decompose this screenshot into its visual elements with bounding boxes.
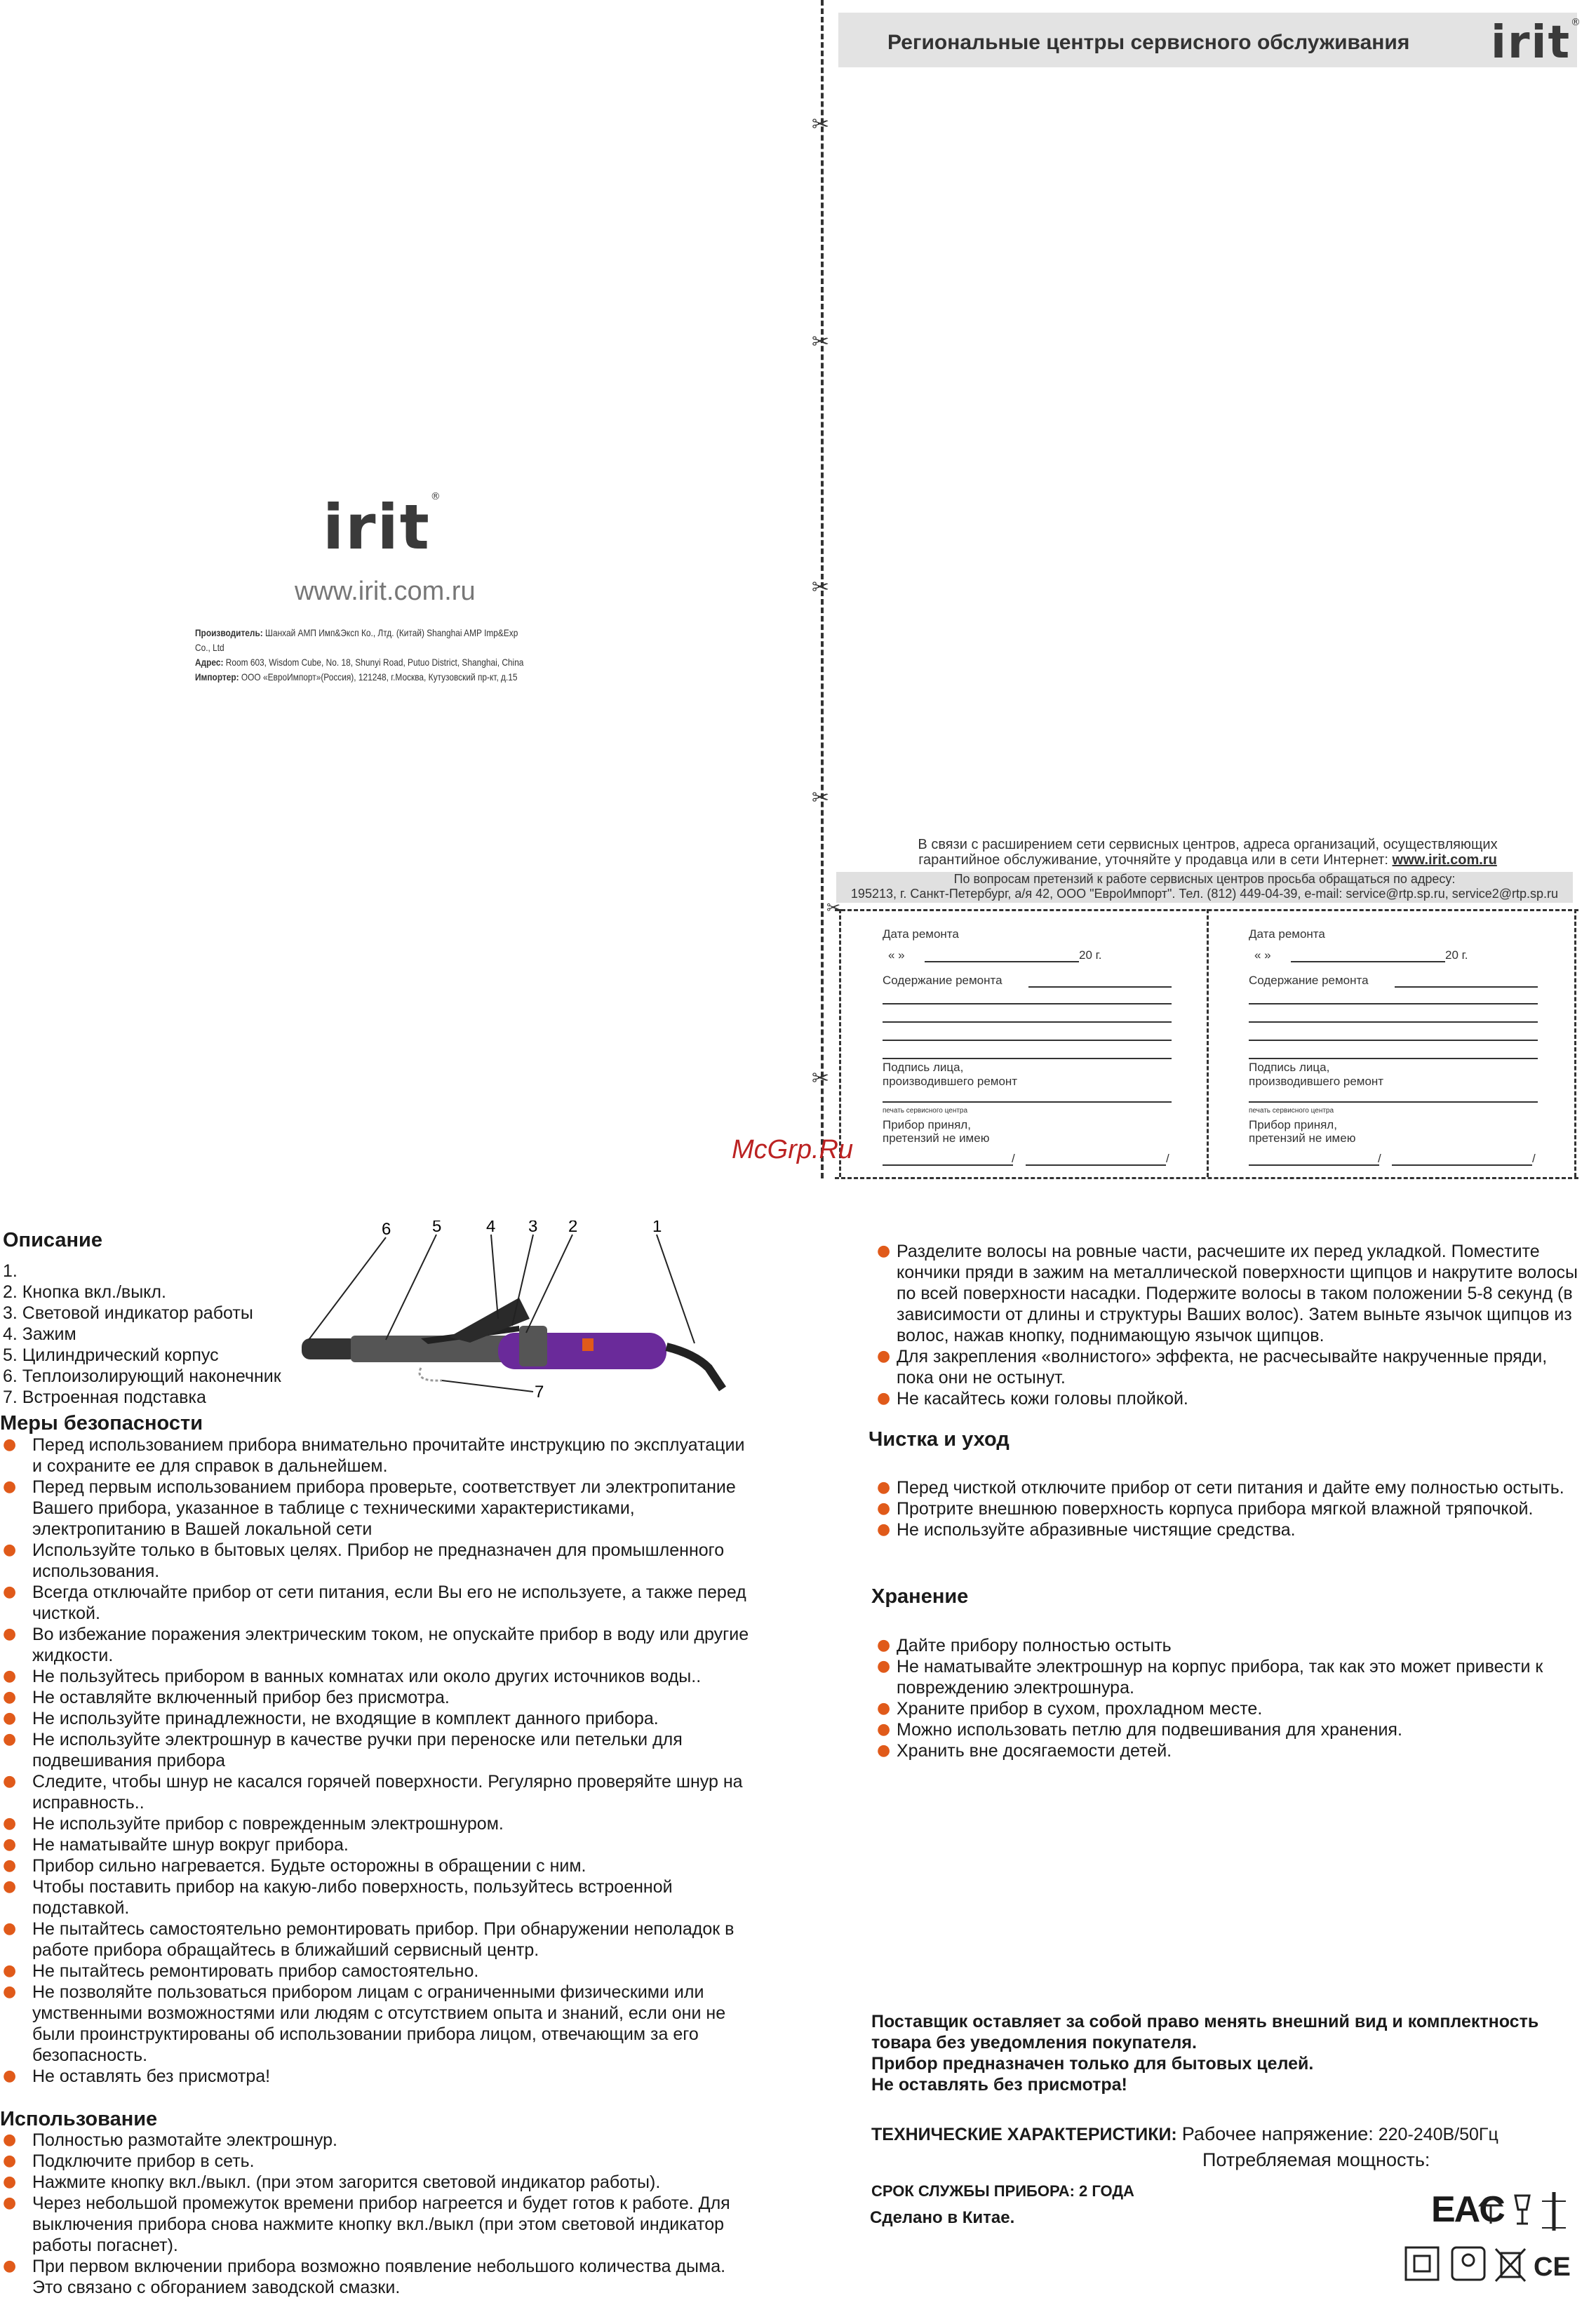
coupon-date-quotes: « » — [888, 948, 905, 962]
bullet-icon: ● — [3, 2257, 17, 2275]
safety-item-text: Не используйте прибор с поврежденным электрошнуром. — [32, 1814, 504, 1834]
bullet-icon: ● — [877, 1637, 891, 1654]
coupon-signature-label: Подпись лица, производившего ремонт — [883, 1061, 1018, 1088]
safety-item — [0, 2066, 758, 2087]
safety-item — [0, 1687, 758, 1708]
bullet-icon: ● — [877, 1390, 891, 1407]
safety-item-text: Не пользуйтесь прибором в ванных комнатах или около других источников воды.. — [32, 1667, 702, 1686]
safety-item-text: Не используйте электрошнур в качестве ручки при переноске или петельки для подвешивания прибора — [32, 1730, 683, 1770]
scissors-icon: ✂ — [812, 330, 830, 354]
coupon-accepted-label: Прибор принял, претензий не имею — [883, 1118, 990, 1145]
coupon-cut-right — [1574, 909, 1576, 1177]
bullet-icon: ● — [3, 1436, 17, 1453]
description-item: 6. Теплоизолирующий наконечник — [3, 1366, 281, 1386]
specs-power: Потребляемая мощность: — [1202, 2149, 1430, 2170]
coupon-slash: / — [1532, 1152, 1536, 1165]
coupon-slash: / — [1166, 1152, 1169, 1165]
service-centers-header — [838, 13, 1583, 69]
safety-item-text: Не позволяйте пользоваться прибором лицам с ограниченными физическими или умственными возможностями или людям с отсутствием опыта и знаний, если они не были проинструктированы об использовании прибора лицом, отвечающим за его безопасность. — [32, 1982, 726, 2065]
cleaning-item-text: Перед чисткой отключите прибор от сети питания и дайте ему полностью остыть. — [897, 1478, 1564, 1498]
coupon-signature-line[interactable] — [883, 1101, 1172, 1103]
repair-coupon-2 — [1249, 925, 1543, 1170]
usage-item-text: Подключите прибор в сеть. — [32, 2151, 255, 2171]
svg-text:CE: CE — [1534, 2252, 1571, 2282]
safety-item — [0, 1582, 758, 1624]
bullet-icon: ● — [3, 1962, 17, 1980]
umbrella-icon — [1480, 2198, 1501, 2224]
safety-item-text: Перед первым использованием прибора проверьте, соответствует ли электропитание Вашего прибора, указанное в таблице с техническими характеристиками, электропитанию в Вашей локальной сети — [32, 1477, 736, 1539]
cleaning-list — [867, 1477, 1583, 1540]
usage-item — [0, 2151, 758, 2172]
usage-item — [0, 2256, 758, 2298]
coupon-date-label: Дата ремонта — [1249, 927, 1325, 941]
bullet-icon: ● — [3, 1815, 17, 1832]
safety-item-text: Не используйте принадлежности, не входящие в комплект данного прибора. — [32, 1709, 659, 1728]
description-list — [3, 1261, 281, 1408]
cleaning-item-text: Протрите внешнюю поверхность корпуса прибора мягкой влажной тряпочкой. — [897, 1499, 1534, 1519]
safety-item — [0, 1982, 758, 2066]
coupon-content-line[interactable] — [883, 1058, 1172, 1059]
storage-item — [867, 1635, 1583, 1656]
coupon-date-quotes: « » — [1254, 948, 1271, 962]
bullet-icon: ● — [3, 1478, 17, 1496]
usage-list — [0, 2130, 758, 2298]
bullet-icon: ● — [3, 1920, 17, 1937]
safety-item — [0, 1624, 758, 1666]
usage-item — [867, 1241, 1583, 1346]
safety-item — [0, 1434, 758, 1477]
bullet-icon: ● — [3, 1667, 17, 1685]
usage-title: Использование — [0, 2108, 158, 2130]
storage-title: Хранение — [871, 1585, 969, 1608]
coupon-stamp-label: печать сервисного центра — [1249, 1107, 1334, 1115]
coupon-signature-line[interactable] — [1249, 1101, 1538, 1103]
usage-item — [0, 2172, 758, 2193]
safety-item — [0, 1876, 758, 1918]
coupon-cut-middle — [1207, 909, 1209, 1177]
safety-item-text: Не наматывайте шнур вокруг прибора. — [32, 1835, 349, 1855]
usage-item-text: При первом включении прибора возможно появление небольшого количества дыма. Это связано с обгоранием заводской смазки. — [32, 2257, 726, 2297]
coupon-content-line[interactable] — [1395, 986, 1538, 988]
service-centers-title: Региональные центры сервисного обслуживания — [887, 31, 1410, 54]
safety-item — [0, 1540, 758, 1582]
coupon-content-label: Содержание ремонта — [883, 974, 1002, 987]
coupon-signature-label: Подпись лица, производившего ремонт — [1249, 1061, 1384, 1088]
storage-item — [867, 1698, 1583, 1719]
storage-item-text: Можно использовать петлю для подвешивания для хранения. — [897, 1720, 1402, 1740]
repair-coupon-1 — [883, 925, 1177, 1170]
safety-item-text: Перед использованием прибора внимательно прочитайте инструкцию по эксплуатации и сохраните ее для справок в дальнейшем. — [32, 1435, 745, 1476]
service-link[interactable]: www.irit.com.ru — [1392, 852, 1497, 868]
usage-item — [867, 1388, 1583, 1409]
ce-mark-icon — [1534, 2252, 1571, 2282]
coupon-year: 20 г. — [1079, 948, 1102, 962]
bullet-icon: ● — [877, 1742, 891, 1759]
usage-continued-list — [867, 1241, 1583, 1409]
safety-item-text: Прибор сильно нагревается. Будьте осторожны в обращении с ним. — [32, 1856, 586, 1876]
storage-list — [867, 1635, 1583, 1761]
storage-item-text: Дайте прибору полностью остыть — [897, 1636, 1172, 1655]
bullet-icon: ● — [877, 1721, 891, 1738]
stand — [420, 1368, 442, 1380]
coupon-slash: / — [1378, 1152, 1381, 1165]
storage-item-text: Хранить вне досягаемости детей. — [897, 1741, 1172, 1761]
callout-7: 7 — [535, 1383, 544, 1402]
packaging-icon — [1452, 2247, 1484, 2280]
power-cord — [666, 1347, 723, 1389]
double-insulation-icon — [1406, 2247, 1438, 2280]
handling-icons — [1473, 2189, 1578, 2238]
coupon-accepted-line[interactable] — [1392, 1164, 1532, 1166]
safety-item — [0, 1477, 758, 1540]
safety-item-text: Не оставляйте включенный прибор без присмотра. — [32, 1688, 450, 1707]
bullet-icon: ● — [3, 1878, 17, 1895]
power-indicator — [582, 1338, 594, 1351]
coupon-content-line[interactable] — [1249, 1058, 1538, 1059]
bullet-icon: ● — [877, 1500, 891, 1517]
safety-item-text: Не пытайтесь самостоятельно ремонтировать прибор. При обнаружении неполадок в работе прибора обращайтесь в ближайший сервисный центр. — [32, 1919, 735, 1960]
callout-6: 6 — [382, 1221, 391, 1239]
coupon-accepted-line[interactable] — [883, 1164, 1013, 1166]
eac-mark: EAC — [1431, 2189, 1504, 2230]
coupon-date-label: Дата ремонта — [883, 927, 959, 941]
scissors-icon: ✂ — [812, 575, 830, 600]
safety-item-text: Чтобы поставить прибор на какую-либо поверхность, пользуйтесь встроенной подставкой. — [32, 1877, 673, 1918]
bullet-icon: ● — [3, 1857, 17, 1874]
service-notice: В связи с расширением сети сервисных центров, адреса организаций, осуществляющих гарантийное обслуживание, уточняйте у продавца или в сети Интернет: www.irit.com.ru — [918, 837, 1498, 868]
bullet-icon: ● — [877, 1700, 891, 1717]
coupon-cut-bottom — [835, 1177, 1578, 1179]
power-button — [519, 1326, 547, 1366]
safety-item — [0, 1961, 758, 1982]
safety-item-text: Не оставлять без присмотра! — [32, 2067, 271, 2086]
coupon-slash: / — [1012, 1152, 1015, 1165]
safety-item-text: Используйте только в бытовых целях. Прибор не предназначен для промышленного использования. — [32, 1540, 725, 1581]
callout-3: 3 — [528, 1221, 538, 1236]
usage-item — [867, 1346, 1583, 1388]
coupon-date-line[interactable] — [925, 961, 1079, 962]
callout-5: 5 — [432, 1221, 442, 1236]
storage-item — [867, 1656, 1583, 1698]
description-title: Описание — [3, 1229, 102, 1251]
bullet-icon: ● — [3, 1541, 17, 1559]
safety-item — [0, 1813, 758, 1834]
bullet-icon: ● — [3, 1773, 17, 1790]
brand-website[interactable]: www.irit.com.ru — [295, 577, 476, 606]
bullet-icon: ● — [3, 1983, 17, 2001]
bullet-icon: ● — [3, 1625, 17, 1643]
fragile-icon — [1515, 2196, 1529, 2224]
usage-item — [0, 2193, 758, 2256]
bullet-icon: ● — [3, 1731, 17, 1748]
watermark: McGrp.Ru — [732, 1135, 854, 1164]
storage-item-text: Храните прибор в сухом, прохладном месте. — [897, 1699, 1263, 1719]
bullet-icon: ● — [3, 2131, 17, 2149]
usage-item-text: Полностью размотайте электрошнур. — [32, 2130, 337, 2150]
manufacturer-info: Производитель: Шанхай АМП Имп&Эксп Ко., Лтд. (Китай) Shanghai AMP Imp&Exp Co., Ltd Адрес: Room 603, Wisdom Cube, No. 18, Shunyi Road, Putuo District, Shanghai, China Импортер: ООО «ЕвроИмпорт»(Россия), 121248, г.Москва, Кутузовский пр-кт, д.15 — [195, 627, 524, 683]
scissors-icon: ✂ — [826, 898, 841, 918]
coupon-content-line[interactable] — [1028, 986, 1172, 988]
usage-item-text: Через небольшой промежуток времени прибор нагреется и будет готов к работе. Для выключения прибора снова нажмите кнопку вкл./выкл (при этом световой индикатор работы погаснет). — [32, 2193, 730, 2255]
safety-item — [0, 1666, 758, 1687]
claims-box: По вопросам претензий к работе сервисных центров просьба обращаться по адресу: 195213, г. Санкт-Петербург, а/я 42, ООО "ЕвроИмпорт". Тел. (812) 449-04-39, e-mail: service@rtp.sp.ru, service2@rtp.sp.ru — [836, 872, 1573, 903]
cleaning-item — [867, 1498, 1583, 1519]
bullet-icon: ● — [877, 1242, 891, 1260]
header-logo: irit® — [1491, 17, 1583, 69]
coupon-content-line[interactable] — [1249, 1003, 1538, 1004]
storage-item — [867, 1719, 1583, 1740]
coupon-stamp-label: печать сервисного центра — [883, 1107, 968, 1115]
callout-2: 2 — [568, 1221, 578, 1236]
scissors-icon: ✂ — [812, 1066, 830, 1091]
usage-item-text: Для закрепления «волнистого» эффекта, не расчесывайте накрученные пряди, пока они не остынут. — [897, 1347, 1548, 1387]
description-item: 7. Встроенная подставка — [3, 1387, 206, 1407]
bullet-icon: ● — [3, 1709, 17, 1727]
symbol-icons — [1403, 2245, 1582, 2287]
description-item: 3. Световой индикатор работы — [3, 1303, 253, 1323]
safety-item-text: Во избежание поражения электрическим током, не опускайте прибор в воду или другие жидкости. — [32, 1625, 749, 1665]
bullet-icon: ● — [3, 2067, 17, 2085]
scissors-icon: ✂ — [812, 786, 830, 810]
description-item: 1. — [3, 1261, 18, 1281]
coupon-date-line[interactable] — [1291, 961, 1445, 962]
usage-item-text: Не касайтесь кожи головы плойкой. — [897, 1389, 1188, 1409]
coupon-accepted-line[interactable] — [1026, 1164, 1166, 1166]
cleaning-item-text: Не используйте абразивные чистящие средства. — [897, 1520, 1296, 1540]
scissors-icon: ✂ — [812, 112, 830, 137]
bullet-icon: ● — [3, 2173, 17, 2191]
cleaning-item — [867, 1519, 1583, 1540]
bullet-icon: ● — [3, 2194, 17, 2212]
safety-title: Меры безопасности — [0, 1412, 203, 1434]
bullet-icon: ● — [877, 1658, 891, 1675]
curling-iron-illustration — [288, 1221, 744, 1410]
description-item: 4. Зажим — [3, 1324, 76, 1344]
safety-list — [0, 1434, 758, 2087]
callout-1: 1 — [652, 1221, 662, 1236]
safety-item — [0, 1729, 758, 1771]
safety-item-text: Не пытайтесь ремонтировать прибор самостоятельно. — [32, 1961, 479, 1981]
bullet-icon: ● — [3, 1583, 17, 1601]
coupon-year: 20 г. — [1445, 948, 1468, 962]
bullet-icon: ● — [877, 1348, 891, 1365]
storage-item-text: Не наматывайте электрошнур на корпус прибора, так как это может привести к повреждению электрошнура. — [897, 1657, 1543, 1698]
recycle-bin-icon — [1496, 2249, 1525, 2281]
safety-item — [0, 1834, 758, 1855]
coupon-accepted-line[interactable] — [1249, 1164, 1379, 1166]
safety-item — [0, 1708, 758, 1729]
coupon-content-line[interactable] — [1249, 1040, 1538, 1041]
usage-item-text: Разделите волосы на ровные части, расчешите их перед укладкой. Поместите кончики пряди в зажим на металлической поверхности щипцов и накрутите волосы по всей поверхности насадки. Подержите волосы в таком положении 5-8 секунд (в зависимости от длины и структуры Ваших волос). Затем выньте язычок щипцов из волос, нажав кнопку, поднимающую язычок щипцов. — [897, 1242, 1578, 1345]
bullet-icon: ● — [3, 2152, 17, 2170]
coupon-content-line[interactable] — [883, 1040, 1172, 1041]
safety-item-text: Следите, чтобы шнур не касался горячей поверхности. Регулярно проверяйте шнур на исправность.. — [32, 1772, 743, 1813]
safety-item — [0, 1855, 758, 1876]
safety-item — [0, 1771, 758, 1813]
bullet-icon: ● — [877, 1479, 891, 1496]
safety-item-text: Всегда отключайте прибор от сети питания, если Вы его не используете, а также перед чисткой. — [32, 1582, 746, 1623]
coupon-content-line[interactable] — [1249, 1021, 1538, 1023]
storage-item — [867, 1740, 1583, 1761]
specs: ТЕХНИЧЕСКИЕ ХАРАКТЕРИСТИКИ: Рабочее напряжение: 220-240В/50Гц — [871, 2123, 1498, 2144]
callout-4: 4 — [486, 1221, 496, 1236]
brand-logo: irit® — [323, 491, 442, 563]
heat-tip — [302, 1338, 358, 1359]
usage-item-text: Нажмите кнопку вкл./выкл. (при этом загорится световой индикатор работы). — [32, 2172, 661, 2192]
supplier-notice: Поставщик оставляет за собой право менять внешний вид и комплектность товара без уведомления покупателя. Прибор предназначен только для бытовых целей. Не оставлять без присмотра! — [871, 2012, 1539, 2095]
cleaning-title: Чистка и уход — [869, 1428, 1010, 1451]
coupon-accepted-label: Прибор принял, претензий не имею — [1249, 1118, 1356, 1145]
temperature-icon — [1542, 2192, 1566, 2231]
safety-item — [0, 1918, 758, 1961]
usage-item — [0, 2130, 758, 2151]
description-item: 5. Цилиндрический корпус — [3, 1345, 219, 1365]
made-in: Сделано в Китае. — [870, 2208, 1015, 2227]
description-item: 2. Кнопка вкл./выкл. — [3, 1282, 166, 1302]
specs-lifetime: СРОК СЛУЖБЫ ПРИБОРА: 2 ГОДА — [871, 2182, 1134, 2200]
bullet-icon: ● — [3, 1688, 17, 1706]
coupon-content-line[interactable] — [883, 1003, 1172, 1004]
coupon-content-line[interactable] — [883, 1021, 1172, 1023]
bullet-icon: ● — [877, 1521, 891, 1538]
bullet-icon: ● — [3, 1836, 17, 1853]
cleaning-item — [867, 1477, 1583, 1498]
coupon-content-label: Содержание ремонта — [1249, 974, 1369, 987]
